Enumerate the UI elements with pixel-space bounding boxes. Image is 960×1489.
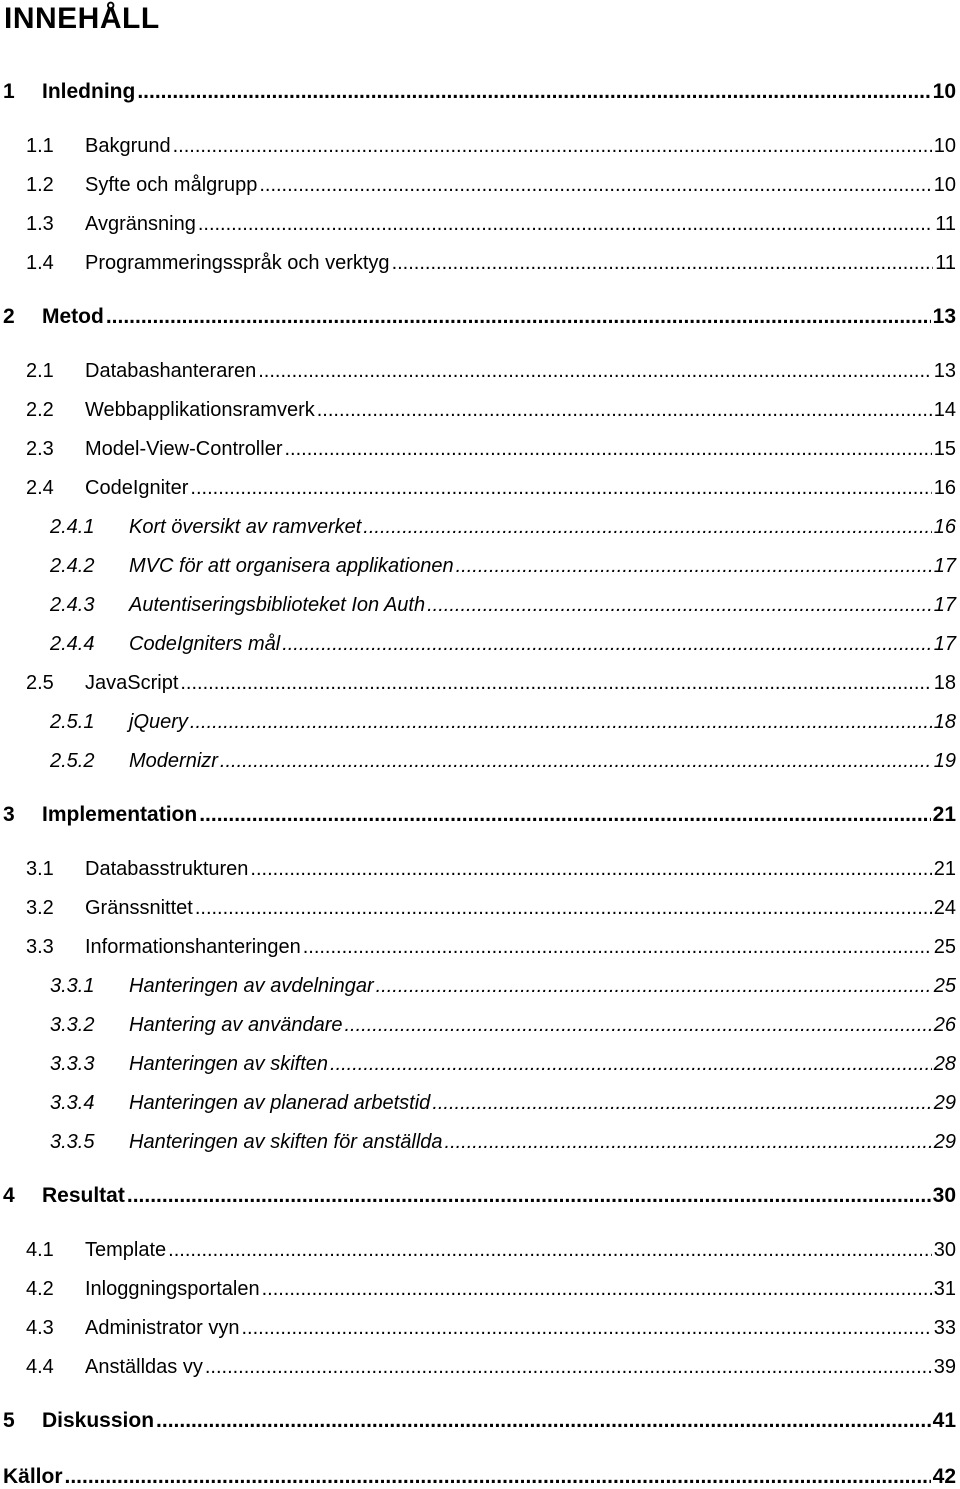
toc-entry-page: 41 <box>932 1409 956 1432</box>
toc-entry-page: 29 <box>933 1131 956 1153</box>
dot-leader <box>363 516 931 539</box>
toc-entry-number: 2.4.1 <box>50 516 95 538</box>
toc-entry-page: 10 <box>933 174 956 196</box>
dot-leader <box>392 252 934 275</box>
toc-entry[interactable] <box>0 305 960 329</box>
toc-entry-title: Syfte och målgrupp <box>85 174 258 196</box>
dot-leader <box>258 360 932 383</box>
toc-entry-page: 11 <box>935 252 956 274</box>
toc-entry-title: CodeIgniter <box>85 477 189 499</box>
toc-entry-title: Anställdas vy <box>85 1356 203 1378</box>
toc-entry[interactable] <box>0 594 960 617</box>
toc-entry-page: 17 <box>933 555 956 577</box>
dot-leader <box>445 1131 932 1154</box>
toc-entry-title: Databashanteraren <box>85 360 257 382</box>
toc-entry-title: Hanteringen av skiften för anställda <box>129 1131 443 1153</box>
dot-leader <box>168 1239 932 1262</box>
toc-entry-title: CodeIgniters mål <box>129 633 281 655</box>
toc-entry-title: MVC för att organisera applikationen <box>129 555 454 577</box>
toc-entry-number: 3.2 <box>26 897 54 919</box>
toc-entry-page: 29 <box>933 1092 956 1114</box>
toc-entry-page: 19 <box>933 750 956 772</box>
toc-entry-title: Implementation <box>42 803 198 826</box>
toc-entry-page: 16 <box>933 477 956 499</box>
toc-entry[interactable] <box>0 858 960 881</box>
toc-entry-title: Hanteringen av avdelningar <box>129 975 374 997</box>
toc-entry[interactable] <box>0 897 960 920</box>
toc-entry[interactable] <box>0 1239 960 1262</box>
toc-entry[interactable] <box>0 672 960 695</box>
toc-entry-number: 1.4 <box>26 252 54 274</box>
toc-entry-page: 18 <box>933 711 956 733</box>
toc-entry-page: 25 <box>933 975 956 997</box>
toc-entry[interactable] <box>0 438 960 461</box>
toc-entry-number: 2.2 <box>26 399 54 421</box>
toc-entry-number: 2.5.1 <box>50 711 95 733</box>
toc-entry-title: Inloggningsportalen <box>85 1278 260 1300</box>
dot-leader <box>303 936 932 959</box>
toc-entry-page: 13 <box>932 305 956 328</box>
toc-entry[interactable] <box>0 399 960 422</box>
toc-entry[interactable] <box>0 1053 960 1076</box>
dot-leader <box>127 1184 931 1208</box>
toc-entry-title: Resultat <box>42 1184 125 1207</box>
toc-entry[interactable] <box>0 1184 960 1208</box>
toc-entry-page: 25 <box>933 936 956 958</box>
toc-entry-title: Metod <box>42 305 104 328</box>
toc-entry-number: 1.2 <box>26 174 54 196</box>
toc-entry[interactable] <box>0 135 960 158</box>
toc-entry[interactable] <box>0 803 960 827</box>
toc-entry-title: Modernizr <box>129 750 218 772</box>
toc-entry-number: 2.3 <box>26 438 54 460</box>
toc-entry-number: 5 <box>3 1409 15 1432</box>
toc-entry-title: Model-View-Controller <box>85 438 283 460</box>
toc-entry-page: 17 <box>933 633 956 655</box>
toc-entry[interactable] <box>0 1465 960 1489</box>
toc-entry[interactable] <box>0 1131 960 1154</box>
dot-leader <box>137 80 930 104</box>
toc-entry-number: 2.5.2 <box>50 750 95 772</box>
toc-entry-page: 15 <box>933 438 956 460</box>
toc-entry-page: 30 <box>933 1239 956 1261</box>
toc-entry-number: 2.4.2 <box>50 555 95 577</box>
toc-entry-title: Programmeringsspråk och verktyg <box>85 252 390 274</box>
toc-entry-title: jQuery <box>129 711 188 733</box>
dot-leader <box>427 594 932 617</box>
toc-entry-page: 33 <box>933 1317 956 1339</box>
toc-entry[interactable] <box>0 1409 960 1433</box>
dot-leader <box>106 305 931 329</box>
dot-leader <box>284 438 931 461</box>
toc-entry[interactable] <box>0 975 960 998</box>
toc-entry-number: 1.3 <box>26 213 54 235</box>
dot-leader <box>317 399 932 422</box>
toc-entry-title: Kort översikt av ramverket <box>129 516 362 538</box>
toc-entry-number: 3.3.4 <box>50 1092 95 1114</box>
toc-entry-page: 10 <box>932 80 956 103</box>
dot-leader <box>456 555 932 578</box>
toc-entry-title: Hanteringen av planerad arbetstid <box>129 1092 431 1114</box>
dot-leader <box>156 1409 931 1433</box>
dot-leader <box>262 1278 932 1301</box>
toc-entry-title: Hanteringen av skiften <box>129 1053 329 1075</box>
dot-leader <box>344 1014 931 1037</box>
toc-entry-title: Databasstrukturen <box>85 858 249 880</box>
toc-entry[interactable] <box>0 1014 960 1037</box>
dot-leader <box>220 750 932 773</box>
toc-entry-number: 2.1 <box>26 360 54 382</box>
toc-heading: INNEHÅLL <box>4 2 160 35</box>
dot-leader <box>376 975 932 998</box>
toc-entry-page: 30 <box>932 1184 956 1207</box>
toc-entry-title: Diskussion <box>42 1409 155 1432</box>
toc-entry[interactable] <box>0 633 960 656</box>
toc-entry-page: 31 <box>933 1278 956 1300</box>
dot-leader <box>432 1092 931 1115</box>
toc-entry-page: 24 <box>933 897 956 919</box>
toc-entry-number: 2 <box>3 305 15 328</box>
toc-entry-number: 2.4.3 <box>50 594 95 616</box>
toc-entry-title: Autentiseringsbiblioteket Ion Auth <box>129 594 426 616</box>
toc-entry-title: Bakgrund <box>85 135 171 157</box>
toc-entry-title: Informationshanteringen <box>85 936 301 958</box>
toc-entry-title: Administrator vyn <box>85 1317 240 1339</box>
toc-entry-number: 2.5 <box>26 672 54 694</box>
dot-leader <box>198 213 933 236</box>
toc-entry[interactable] <box>0 80 960 104</box>
toc-entry-page: 28 <box>933 1053 956 1075</box>
toc-entry[interactable] <box>0 1356 960 1379</box>
toc-entry-number: 2.4 <box>26 477 54 499</box>
toc-entry-number: 4.1 <box>26 1239 54 1261</box>
toc-entry-page: 17 <box>933 594 956 616</box>
dot-leader <box>282 633 932 656</box>
toc-entry-page: 13 <box>933 360 956 382</box>
dot-leader <box>190 711 932 734</box>
toc-entry[interactable] <box>0 750 960 773</box>
dot-leader <box>199 803 930 827</box>
toc-entry[interactable] <box>0 1092 960 1115</box>
toc-entry-number: 3.3.3 <box>50 1053 95 1075</box>
toc-entry-number: 1 <box>3 80 15 103</box>
toc-entry-page: 21 <box>932 803 956 826</box>
dot-leader <box>250 858 931 881</box>
dot-leader <box>259 174 931 197</box>
toc-entry[interactable] <box>0 936 960 959</box>
toc-entry-page: 16 <box>933 516 956 538</box>
toc-entry-title: Inledning <box>42 80 136 103</box>
toc-entry-number: 3.3.1 <box>50 975 95 997</box>
toc-entry-page: 11 <box>935 213 956 235</box>
toc-entry-title: Hantering av användare <box>129 1014 343 1036</box>
toc-entry-page: 42 <box>932 1465 956 1488</box>
toc-entry-number: 4.2 <box>26 1278 54 1300</box>
dot-leader <box>242 1317 932 1340</box>
dot-leader <box>330 1053 932 1076</box>
dot-leader <box>205 1356 932 1379</box>
toc-entry-number: 3.3 <box>26 936 54 958</box>
toc-entry[interactable] <box>0 174 960 197</box>
toc-entry-number: 4.4 <box>26 1356 54 1378</box>
toc-entry[interactable] <box>0 252 960 275</box>
toc-entry-page: 14 <box>933 399 956 421</box>
toc-entry-title: Källor <box>3 1465 63 1488</box>
toc-entry[interactable] <box>0 213 960 236</box>
toc-entry-title: JavaScript <box>85 672 179 694</box>
toc-entry-number: 1.1 <box>26 135 54 157</box>
toc-entry[interactable] <box>0 555 960 578</box>
toc-entry-title: Gränssnittet <box>85 897 193 919</box>
toc-entry-page: 18 <box>933 672 956 694</box>
toc-entry[interactable] <box>0 711 960 734</box>
toc-entry-number: 3.1 <box>26 858 54 880</box>
toc-entry-title: Webbapplikationsramverk <box>85 399 315 421</box>
toc-entry-page: 10 <box>933 135 956 157</box>
toc-entry-number: 3 <box>3 803 15 826</box>
toc-entry[interactable] <box>0 1317 960 1340</box>
dot-leader <box>173 135 932 158</box>
dot-leader <box>190 477 931 500</box>
toc-entry-number: 3.3.5 <box>50 1131 95 1153</box>
toc-entry-page: 21 <box>933 858 956 880</box>
toc-entry-number: 2.4.4 <box>50 633 95 655</box>
toc-entry[interactable] <box>0 360 960 383</box>
toc-entry-number: 4.3 <box>26 1317 54 1339</box>
dot-leader <box>180 672 931 695</box>
toc-entry-title: Avgränsning <box>85 213 196 235</box>
toc-entry-number: 4 <box>3 1184 15 1207</box>
dot-leader <box>195 897 932 920</box>
dot-leader <box>65 1465 931 1489</box>
toc-entry[interactable] <box>0 516 960 539</box>
toc-entry[interactable] <box>0 477 960 500</box>
toc-entry-page: 39 <box>933 1356 956 1378</box>
toc-entry-page: 26 <box>933 1014 956 1036</box>
toc-entry-title: Template <box>85 1239 167 1261</box>
toc-entry-number: 3.3.2 <box>50 1014 95 1036</box>
toc-entry[interactable] <box>0 1278 960 1301</box>
